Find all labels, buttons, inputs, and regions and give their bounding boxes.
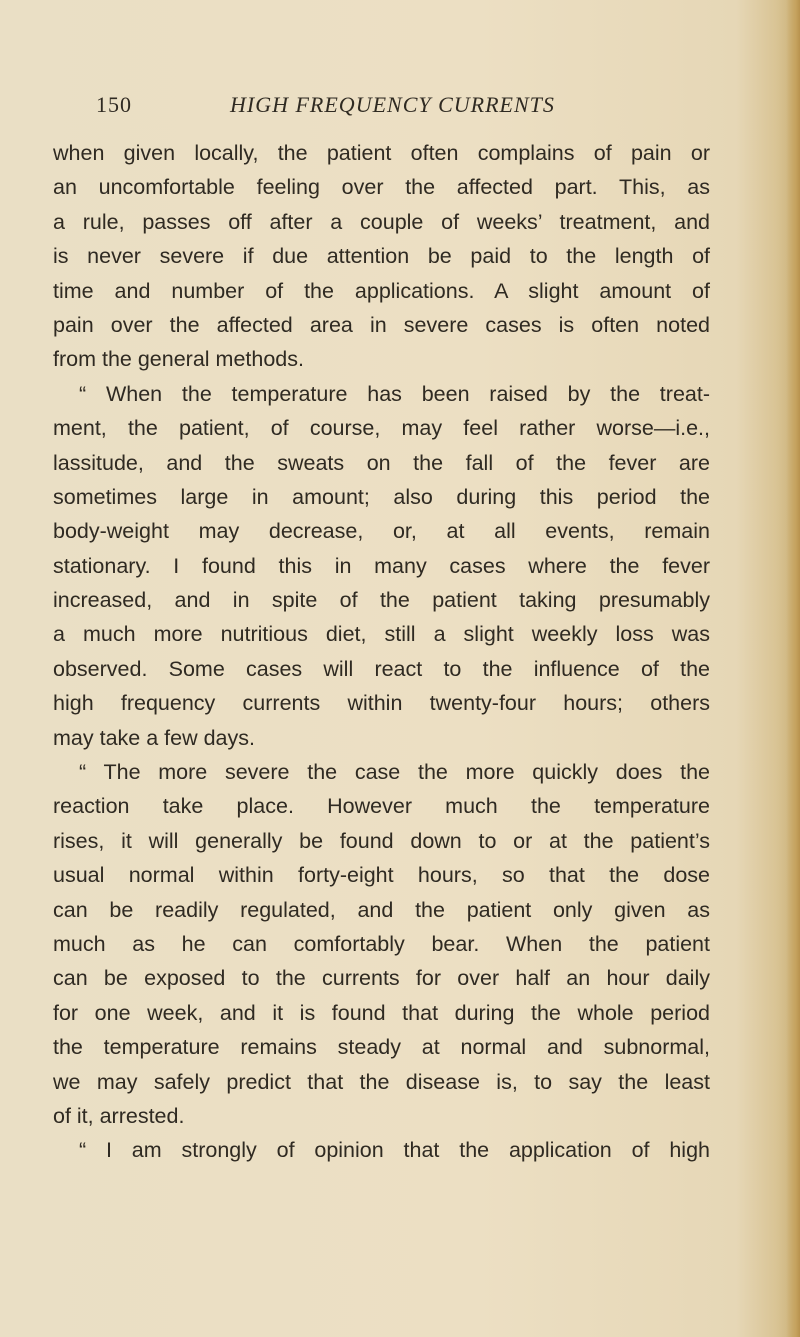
text-line: “ The more severe the case the more quickly does the <box>79 760 710 785</box>
running-title: HIGH FREQUENCY CURRENTS <box>230 92 555 117</box>
text-line: an uncomfortable feeling over the affected part. This, as <box>53 175 710 200</box>
text-line: sometimes large in amount; also during this period the <box>53 484 710 509</box>
text-line: is never severe if due attention be paid to the length of <box>53 244 710 269</box>
text-line: increased, and in spite of the patient taking presumably <box>53 588 710 613</box>
text-line: “ I am strongly of opinion that the application of high <box>79 1138 710 1163</box>
text-line: lassitude, and the sweats on the fall of the fever are <box>53 450 710 475</box>
page-edge-shading <box>786 0 800 1337</box>
text-line: can be readily regulated, and the patient only given as <box>53 897 710 922</box>
text-line: when given locally, the patient often complains of pain or <box>53 141 710 165</box>
text-line: may take a few days. <box>53 725 255 750</box>
text-line: time and number of the applications. A slight amount of <box>53 278 710 303</box>
text-line: high frequency currents within twenty-four hours; others <box>53 691 710 716</box>
text-line: ment, the patient, of course, may feel rather worse—i.e., <box>53 416 710 441</box>
text-line: can be exposed to the currents for over half an hour daily <box>53 966 710 991</box>
text-line: observed. Some cases will react to the influence of the <box>53 656 710 681</box>
text-line: the temperature remains steady at normal and subnormal, <box>53 1035 710 1060</box>
text-line: pain over the affected area in severe cases is often noted <box>53 312 710 337</box>
text-line: a rule, passes off after a couple of weeks’ treatment, and <box>53 209 710 234</box>
text-line: usual normal within forty-eight hours, so that the dose <box>53 863 710 888</box>
text-line: stationary. I found this in many cases where the fever <box>53 553 710 578</box>
page-number: 150 <box>96 92 132 117</box>
text-line: reaction take place. However much the temperature <box>53 794 710 819</box>
text-line: of it, arrested. <box>53 1103 185 1128</box>
body-text <box>53 136 710 1168</box>
text-line: from the general methods. <box>53 347 304 372</box>
text-line: a much more nutritious diet, still a slight weekly loss was <box>53 622 710 647</box>
text-line: much as he can comfortably bear. When the patient <box>53 931 710 956</box>
text-line: rises, it will generally be found down to or at the patient’s <box>53 828 710 853</box>
page-header <box>96 92 716 124</box>
text-line: we may safely predict that the disease is, to say the least <box>53 1069 710 1094</box>
text-line: body-weight may decrease, or, at all events, remain <box>53 519 710 544</box>
text-line: for one week, and it is found that during the whole period <box>53 1000 710 1025</box>
text-line: “ When the temperature has been raised by the treat- <box>79 381 710 406</box>
